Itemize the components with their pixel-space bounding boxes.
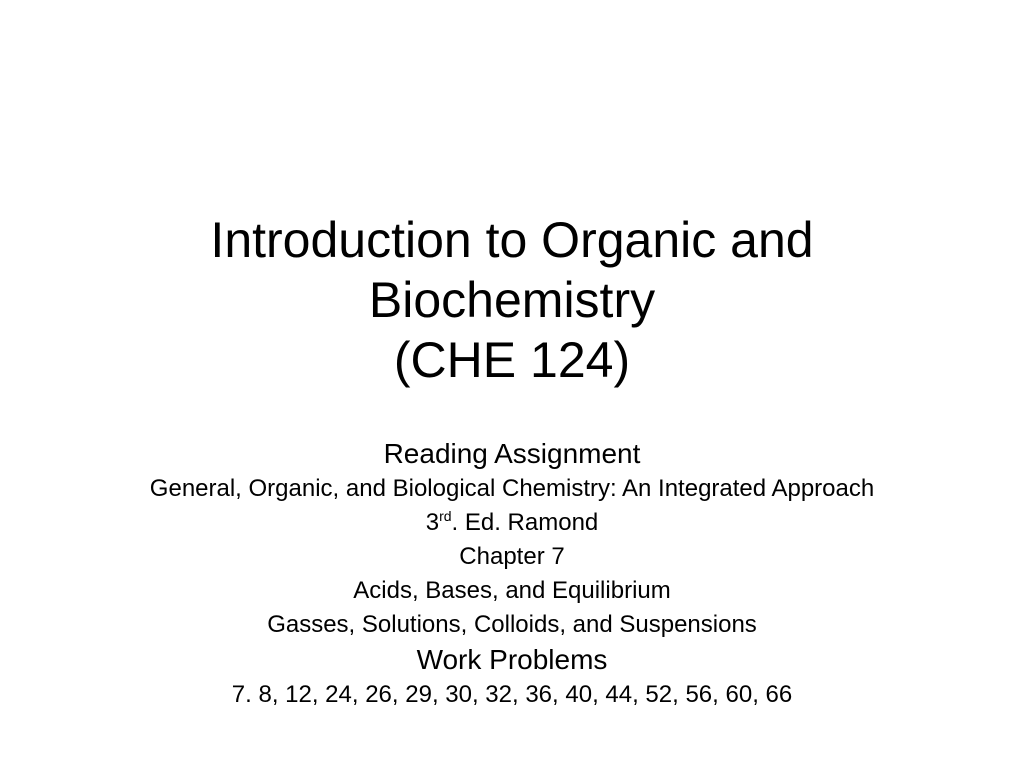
reading-assignment-heading: Reading Assignment: [383, 438, 641, 469]
edition-number: 3: [425, 509, 440, 536]
edition-line: [0, 506, 1024, 540]
problems-list: 7. 8, 12, 24, 26, 29, 30, 32, 36, 40, 44, 52, 56, 60, 66: [231, 681, 793, 708]
work-problems-heading: Work Problems: [416, 644, 608, 675]
edition-rest: . Ed. Ramond: [451, 509, 599, 536]
title-line-2: Biochemistry: [368, 272, 656, 328]
book-title: General, Organic, and Biological Chemistry: An Integrated Approach: [149, 475, 875, 502]
title-line-3: (CHE 124): [393, 332, 631, 388]
topic-line-2: Gasses, Solutions, Colloids, and Suspensions: [267, 611, 757, 638]
slide-title: [0, 210, 1024, 390]
topic-line-1: Acids, Bases, and Equilibrium: [353, 577, 671, 604]
chapter-line: Chapter 7: [459, 543, 565, 570]
slide-body: [0, 436, 1024, 712]
title-line-1: Introduction to Organic and: [210, 212, 814, 268]
edition-suffix: rd: [439, 508, 452, 524]
